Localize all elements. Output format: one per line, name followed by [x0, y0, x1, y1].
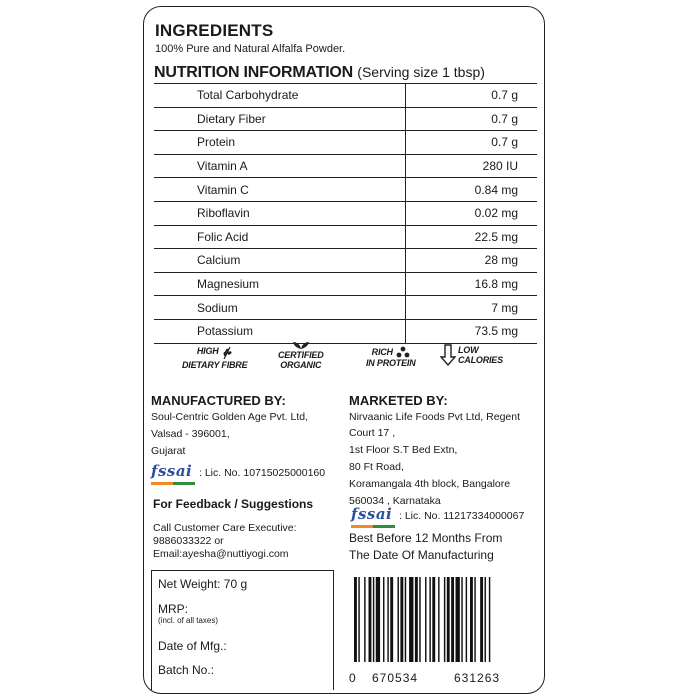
table-row	[154, 249, 537, 273]
badge-line: HIGH	[196, 346, 219, 356]
fssai-logo-text: fssai	[151, 462, 193, 480]
best-before-line: The Date Of Manufacturing	[349, 548, 494, 562]
barcode-bar	[419, 577, 420, 662]
barcode	[354, 577, 524, 662]
contact-email: Email:ayesha@nuttiyogi.com	[153, 548, 289, 560]
barcode-bar	[456, 577, 460, 662]
ingredients-text: 100% Pure and Natural Alfalfa Powder.	[155, 43, 346, 55]
barcode-bar	[470, 577, 473, 662]
badge-line: IN PROTEIN	[366, 358, 416, 368]
nutrient-name: Riboflavin	[154, 201, 406, 225]
barcode-bar	[376, 577, 380, 662]
nutrient-name: Total Carbohydrate	[154, 84, 406, 108]
barcode-bar	[489, 577, 490, 662]
barcode-bar	[466, 577, 467, 662]
nutrient-name: Dietary Fiber	[154, 107, 406, 131]
barcode-bar	[474, 577, 475, 662]
nutrient-value: 0.7 g	[406, 107, 538, 131]
badge-line: RICH	[371, 347, 393, 357]
serving-size: (Serving size 1 tbsp)	[357, 64, 485, 80]
table-row	[154, 225, 537, 249]
product-details-box	[151, 570, 334, 690]
table-row	[154, 107, 537, 131]
nutrient-value: 280 IU	[406, 154, 538, 178]
marketer-address	[349, 410, 520, 510]
nutrient-value: 28 mg	[406, 249, 538, 273]
nutrient-name: Potassium	[154, 319, 406, 343]
address-line: Soul-Centric Golden Age Pvt. Ltd,	[151, 411, 309, 423]
contact-phone: 9886033322 or	[153, 535, 224, 547]
nutrient-name: Sodium	[154, 296, 406, 320]
barcode-bar	[358, 577, 359, 662]
nutrient-value: 16.8 mg	[406, 272, 538, 296]
barcode-bar	[425, 577, 426, 662]
manufactured-by-title: MANUFACTURED BY:	[151, 393, 286, 408]
nutrient-value: 0.02 mg	[406, 201, 538, 225]
barcode-bar	[364, 577, 365, 662]
table-row	[154, 178, 537, 202]
marketed-by-title: MARKETED BY:	[349, 393, 448, 408]
nutrient-name: Protein	[154, 131, 406, 155]
down-arrow-icon	[440, 344, 456, 366]
table-row	[154, 154, 537, 178]
badge-line: DIETARY FIBRE	[182, 360, 248, 370]
address-line: 80 Ft Road,	[349, 461, 404, 473]
nutrition-table	[154, 83, 537, 344]
product-label	[143, 6, 545, 694]
nutrient-name: Folic Acid	[154, 225, 406, 249]
nutrient-name: Magnesium	[154, 272, 406, 296]
high-fibre-badge	[182, 346, 247, 370]
certified-organic-badge	[278, 340, 324, 370]
barcode-bar	[409, 577, 413, 662]
manufacturer-license: : Lic. No. 10715025000160	[199, 467, 326, 479]
barcode-bar	[432, 577, 435, 662]
low-calories-badge	[440, 344, 503, 366]
address-line: Koramangala 4th block, Bangalore	[349, 478, 511, 490]
barcode-bar	[415, 577, 418, 662]
dots-icon	[396, 346, 410, 358]
address-line: 1st Floor S.T Bed Extn,	[349, 444, 458, 456]
address-line: Valsad - 396001,	[151, 428, 230, 440]
table-row	[154, 319, 537, 343]
badge-line: CERTIFIED	[278, 350, 324, 360]
fssai-underline	[351, 525, 395, 528]
table-row	[154, 272, 537, 296]
barcode-bar	[398, 577, 399, 662]
barcode-bar	[354, 577, 357, 662]
mrp-label: MRP:	[158, 602, 188, 616]
nutrient-value: 0.7 g	[406, 131, 538, 155]
manufacturer-address	[151, 410, 308, 459]
barcode-bar	[369, 577, 372, 662]
barcode-bar	[461, 577, 462, 662]
barcode-bar	[438, 577, 439, 662]
fssai-underline	[151, 482, 195, 485]
address-line: 560034 , Karnataka	[349, 495, 441, 507]
nutrient-value: 0.7 g	[406, 84, 538, 108]
nutrient-value: 22.5 mg	[406, 225, 538, 249]
nutrient-name: Calcium	[154, 249, 406, 273]
nutrient-name: Vitamin C	[154, 178, 406, 202]
badge-line: LOW	[458, 345, 479, 355]
table-row	[154, 296, 537, 320]
ingredients-title: INGREDIENTS	[155, 21, 274, 40]
mrp-note: (incl. of all taxes)	[158, 616, 219, 625]
address-line: Court 17 ,	[349, 427, 396, 439]
feedback-contact	[153, 522, 297, 561]
table-row	[154, 131, 537, 155]
nutrition-title-text: NUTRITION INFORMATION	[154, 64, 354, 81]
badge-line: ORGANIC	[280, 360, 322, 370]
address-line: Nirvaanic Life Foods Pvt Ltd, Regent	[349, 411, 521, 423]
net-weight: Net Weight: 70 g	[158, 577, 248, 591]
barcode-bar	[444, 577, 445, 662]
rich-protein-badge	[366, 346, 416, 368]
barcode-digit-lead: 0	[349, 671, 356, 685]
barcode-digits-right: 631263	[454, 671, 501, 685]
barcode-bar	[429, 577, 430, 662]
leaf-icon	[291, 340, 311, 350]
nutrient-value: 7 mg	[406, 296, 538, 320]
batch-label: Batch No.:	[158, 663, 215, 677]
marketer-license: : Lic. No. 11217334000067	[399, 510, 525, 522]
barcode-digits-left: 670534	[372, 671, 419, 685]
nutrient-value: 73.5 mg	[406, 319, 538, 343]
fssai-logo-text: fssai	[351, 505, 393, 523]
barcode-bar	[447, 577, 450, 662]
address-line: Gujarat	[151, 445, 186, 457]
barcode-bar	[480, 577, 483, 662]
feedback-title: For Feedback / Suggestions	[153, 497, 314, 511]
contact-line: Call Customer Care Executive:	[153, 522, 297, 534]
barcode-bar	[451, 577, 454, 662]
best-before	[349, 530, 502, 564]
nutrient-value: 0.84 mg	[406, 178, 538, 202]
barcode-bar	[387, 577, 388, 662]
nutrition-title	[154, 64, 485, 82]
table-row	[154, 84, 537, 108]
barcode-bar	[373, 577, 374, 662]
wheat-icon	[221, 346, 233, 360]
fssai-logo	[351, 505, 392, 523]
barcode-bar	[400, 577, 403, 662]
barcode-bar	[383, 577, 384, 662]
mfg-date-label: Date of Mfg.:	[158, 639, 227, 653]
barcode-bar	[405, 577, 406, 662]
nutrient-name: Vitamin A	[154, 154, 406, 178]
best-before-line: Best Before 12 Months From	[349, 531, 503, 545]
barcode-bar	[390, 577, 393, 662]
barcode-bar	[485, 577, 486, 662]
table-row	[154, 201, 537, 225]
fssai-logo	[151, 462, 192, 480]
badge-line: CALORIES	[458, 355, 503, 365]
